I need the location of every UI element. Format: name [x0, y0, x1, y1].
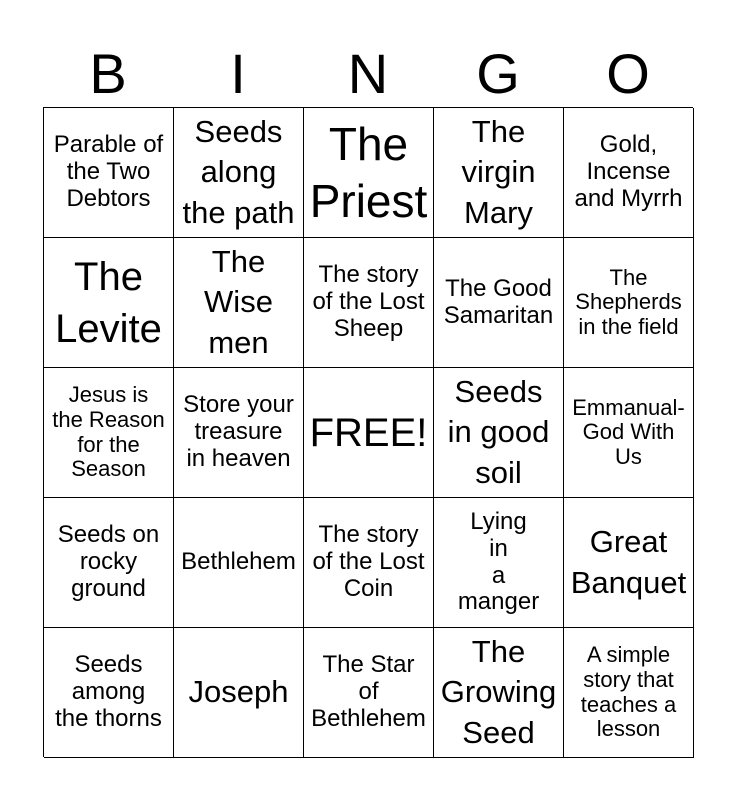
bingo-cell[interactable] [434, 628, 564, 758]
header-letter-i: I [230, 42, 246, 105]
bingo-cell[interactable] [44, 628, 174, 758]
bingo-cell[interactable] [44, 368, 174, 498]
cell-text: Lying in a manger [457, 507, 540, 616]
bingo-cell[interactable] [564, 238, 694, 368]
bingo-cell[interactable] [174, 628, 304, 758]
cell-text: A simple story that teaches a lesson [580, 642, 677, 742]
bingo-cell[interactable] [44, 498, 174, 628]
header-letter-n: N [347, 42, 389, 105]
cell-text: The story of the Lost Sheep [312, 261, 425, 342]
cell-text: The Star of Bethlehem [311, 651, 426, 732]
bingo-cell[interactable] [434, 108, 564, 238]
bingo-board [43, 107, 693, 757]
cell-text: The story of the Lost Coin [312, 521, 425, 602]
bingo-cell[interactable] [44, 108, 174, 238]
bingo-cell[interactable] [304, 628, 434, 758]
cell-text: The Shepherds in the field [575, 264, 682, 339]
cell-text: The Priest [309, 118, 428, 227]
bingo-cell[interactable] [564, 108, 694, 238]
cell-text: Gold, Incense and Myrrh [574, 131, 683, 212]
cell-text: Seeds in good soil [447, 374, 550, 490]
bingo-cell[interactable] [304, 108, 434, 238]
cell-text: The virgin Mary [461, 114, 536, 230]
cell-text: Seeds along the path [182, 114, 295, 230]
free-space-label: FREE! [309, 410, 428, 455]
bingo-cell[interactable] [174, 108, 304, 238]
bingo-cell[interactable] [174, 238, 304, 368]
header-letter-o: O [606, 42, 650, 105]
cell-text: Joseph [188, 674, 289, 710]
bingo-cell[interactable] [44, 238, 174, 368]
cell-text: Store your treasure in heaven [183, 391, 294, 472]
bingo-cell[interactable] [564, 498, 694, 628]
cell-text: The Wise men [204, 244, 273, 360]
free-space-cell[interactable] [304, 368, 434, 498]
bingo-cell[interactable] [434, 238, 564, 368]
cell-text: The Growing Seed [440, 634, 557, 750]
bingo-cell[interactable] [564, 628, 694, 758]
cell-text: Bethlehem [181, 548, 296, 576]
cell-text: Seeds on rocky ground [57, 521, 160, 602]
cell-text: Jesus is the Reason for the Season [52, 382, 165, 482]
bingo-cell[interactable] [304, 238, 434, 368]
cell-text: Great Banquet [570, 524, 687, 600]
bingo-cell[interactable] [434, 498, 564, 628]
cell-text: The Levite [55, 254, 162, 351]
cell-text: Seeds among the thorns [55, 651, 162, 732]
bingo-cell[interactable] [174, 368, 304, 498]
cell-text: Emmanual- God With Us [572, 394, 685, 469]
bingo-cell[interactable] [174, 498, 304, 628]
cell-text: Parable of the Two Debtors [53, 131, 164, 212]
cell-text: The Good Samaritan [443, 274, 554, 329]
bingo-cell[interactable] [434, 368, 564, 498]
bingo-cell[interactable] [304, 498, 434, 628]
bingo-cell[interactable] [564, 368, 694, 498]
header-letter-g: G [476, 42, 520, 105]
header-letter-b: B [89, 42, 127, 105]
bingo-header [43, 40, 693, 108]
